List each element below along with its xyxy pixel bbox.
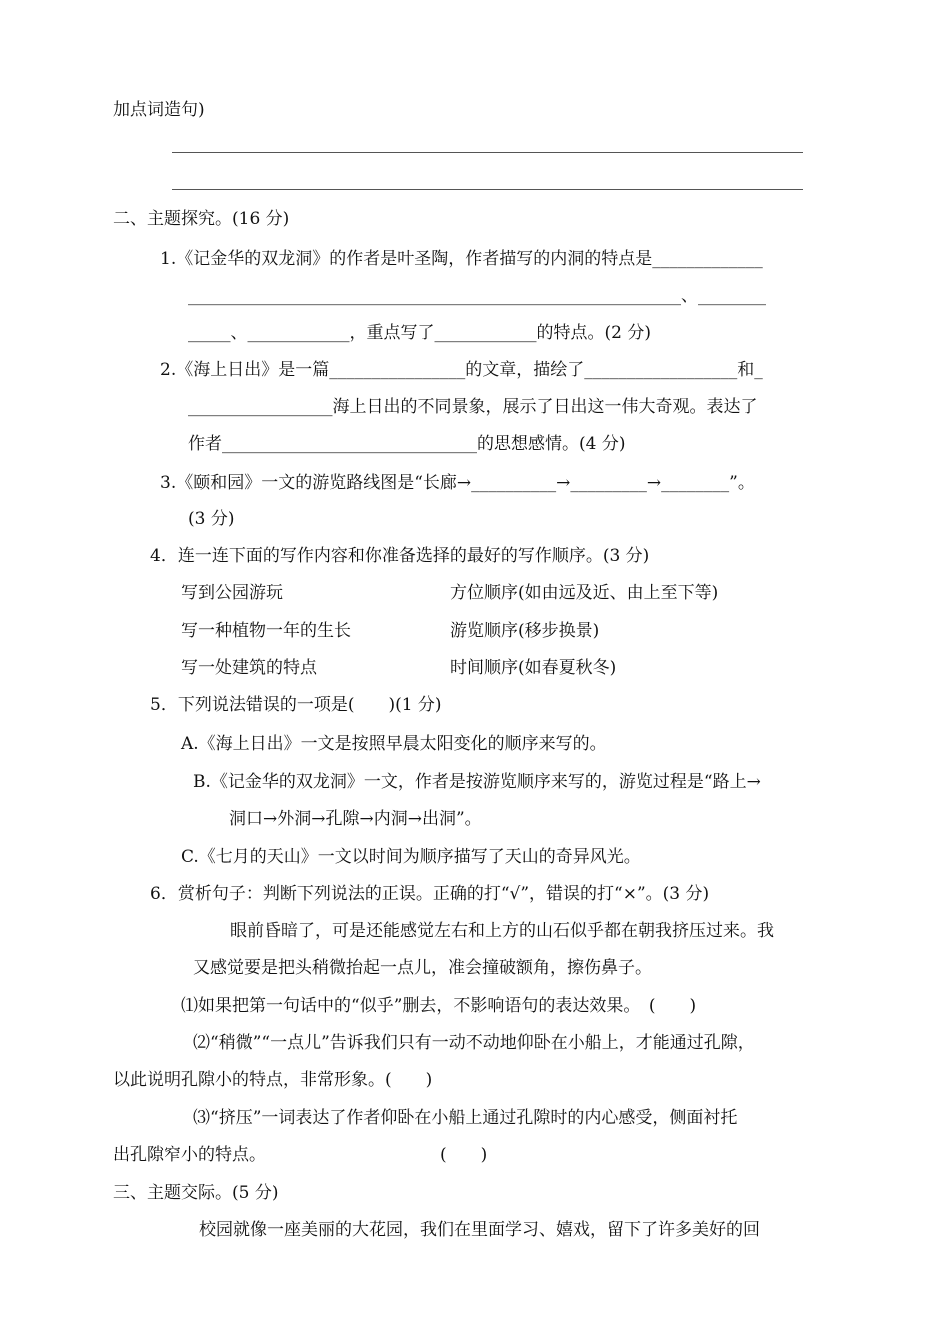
q4-prompt: 4．连一连下面的写作内容和你准备选择的最好的写作顺序。(3 分) [150, 546, 650, 566]
q2-line1: 2.《海上日出》是一篇________________的文章，描绘了__________________和_ [160, 360, 763, 380]
q4-right-item[interactable]: 方位顺序(如由远及近、由上至下等) [450, 583, 719, 603]
q3-line1: 3.《颐和园》一文的游览路线图是“长廊→__________→_________→________”。 [160, 473, 755, 493]
q2-line2: _________________海上日出的不同景象，展示了日出这一伟大奇观。表达了 [188, 397, 758, 417]
q6-statement-2-line1: ⑵“稍微”“一点儿”告诉我们只有一动不动地仰卧在小船上，才能通过孔隙， [193, 1033, 755, 1053]
q6-statement-3-bracket: ( ) [440, 1145, 488, 1165]
q4-left-item[interactable]: 写到公园游玩 [181, 583, 283, 603]
answer-line[interactable] [172, 152, 803, 153]
q4-left-item[interactable]: 写一种植物一年的生长 [181, 621, 351, 641]
q6-statement-3-line1: ⑶“挤压”一词表达了作者仰卧在小船上通过孔隙时的内心感受，侧面衬托 [193, 1108, 738, 1128]
q5-option-c: C.《七月的天山》一文以时间为顺序描写了天山的奇异风光。 [181, 847, 641, 867]
q4-left-item[interactable]: 写一处建筑的特点 [181, 658, 317, 678]
q2-line3: 作者______________________________的思想感情。(4 分) [188, 434, 626, 454]
q3-line2: (3 分) [188, 509, 235, 529]
q5-option-a: A.《海上日出》一文是按照早晨太阳变化的顺序来写的。 [181, 734, 607, 754]
q6-passage-line1: 眼前昏暗了，可是还能感觉左右和上方的山石似乎都在朝我挤压过来。我 [230, 921, 774, 941]
q4-right-item[interactable]: 时间顺序(如春夏秋冬) [450, 658, 617, 678]
q1-line1: 1.《记金华的双龙洞》的作者是叶圣陶，作者描写的内洞的特点是_____________ [160, 249, 763, 269]
answer-line[interactable] [172, 189, 803, 190]
q5-option-b-line1: B.《记金华的双龙洞》一文，作者是按游览顺序来写的，游览过程是“路上→ [193, 772, 761, 792]
q1-line3: _____、____________，重点写了____________的特点。(2 分) [188, 323, 651, 343]
q1-line2: __________________________________________________________、________ [188, 286, 766, 306]
section-3-heading: 三、主题交际。(5 分) [113, 1183, 279, 1203]
q6-prompt: 6．赏析句子：判断下列说法的正误。正确的打“√”，错误的打“×”。(3 分) [150, 884, 710, 904]
header-fragment: 加点词造句) [113, 100, 205, 120]
q5-option-b-line2: 洞口→外洞→孔隙→内洞→出洞”。 [229, 809, 482, 829]
q6-statement-1: ⑴如果把第一句话中的“似乎”删去，不影响语句的表达效果。 ( ) [181, 996, 697, 1016]
section-3-paragraph: 校园就像一座美丽的大花园，我们在里面学习、嬉戏，留下了许多美好的回 [199, 1220, 760, 1240]
q6-statement-3-line2: 出孔隙窄小的特点。 [113, 1145, 266, 1165]
section-2-heading: 二、主题探究。(16 分) [113, 209, 290, 229]
q4-right-item[interactable]: 游览顺序(移步换景) [450, 621, 600, 641]
q5-prompt: 5．下列说法错误的一项是( )(1 分) [150, 695, 442, 715]
q6-passage-line2: 又感觉要是把头稍微抬起一点儿，准会撞破额角，擦伤鼻子。 [193, 958, 652, 978]
q6-statement-2-line2: 以此说明孔隙小的特点，非常形象。( ) [113, 1070, 433, 1090]
